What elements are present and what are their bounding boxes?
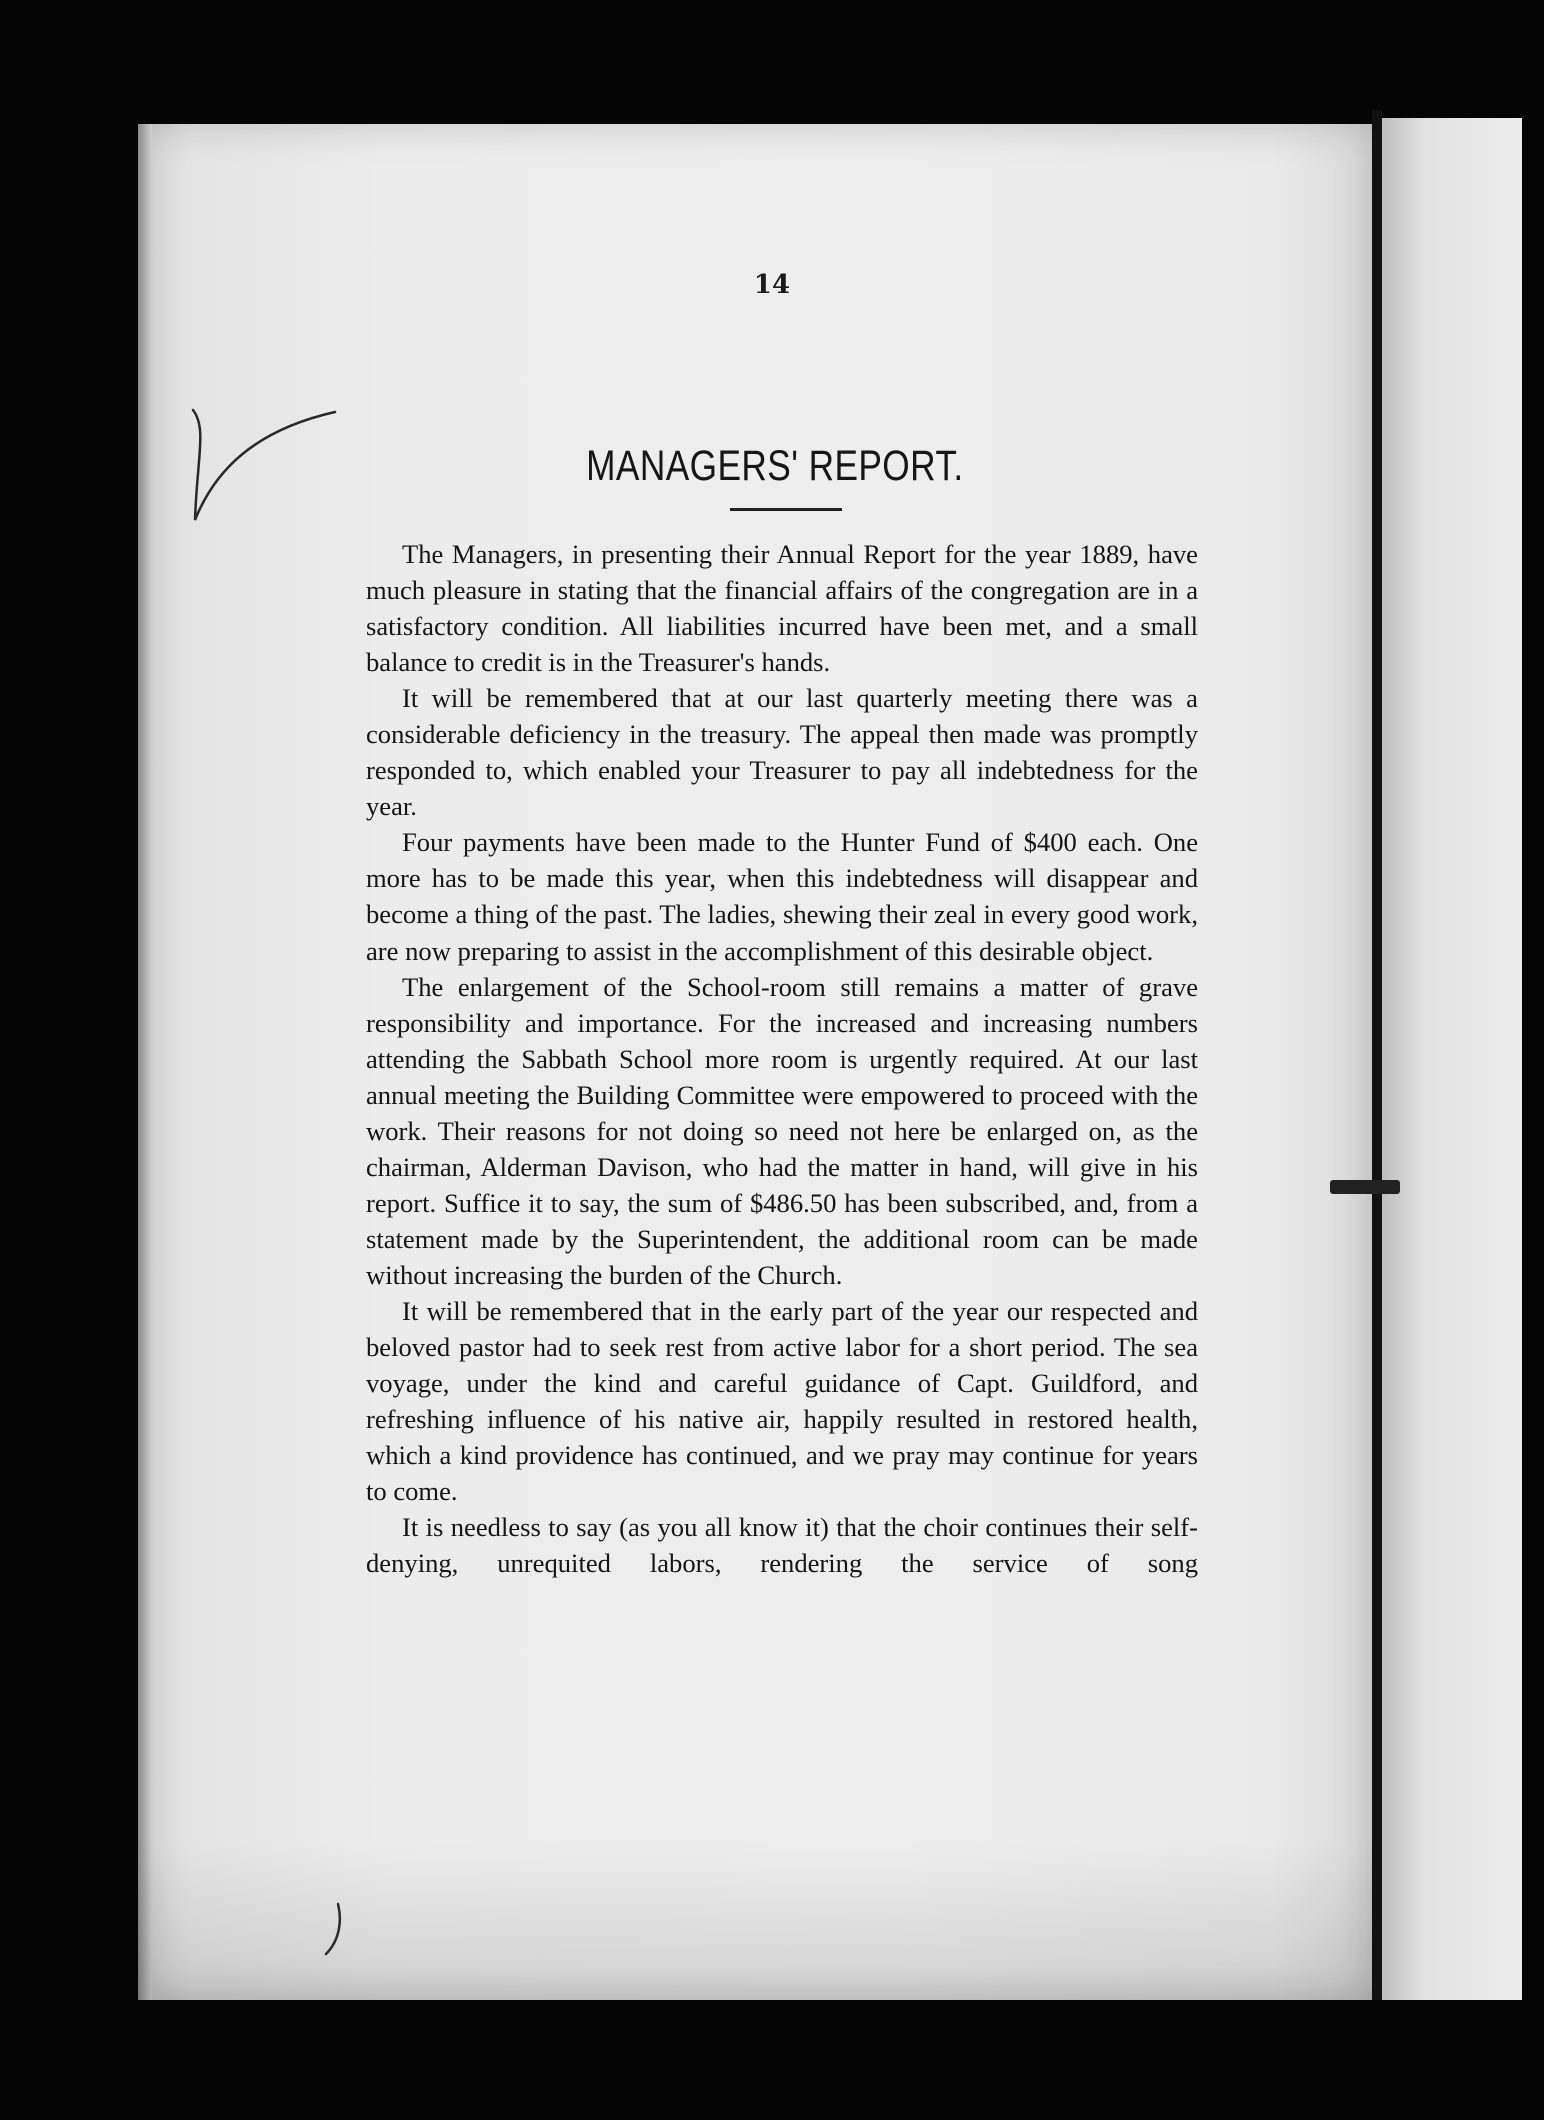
paragraph: It is needless to say (as you all know it) that the choir continues their self-denying, unrequited labors, rendering the service of song [366,1512,1198,1579]
paragraph: It will be remembered that at our last quarterly meeting there was a considerable deficiency in the treasury. The appeal then made was promptly responded to, which enabled your Treasurer to pay all indebtedness for the year. [366,683,1198,822]
paragraph: The Managers, in presenting their Annual Report for the year 1889, have much pleasure in stating that the financial affairs of the congregation are in a satisfactory condition. All liabilities incurred have been met, and a small balance to credit is in the Treasurer's hands. [366,539,1198,678]
title-divider [730,508,842,511]
page-number: 14 [753,270,791,300]
paragraph: Four payments have been made to the Hunter Fund of $400 each. One more has to be made this year, when this indebtedness will disappear and become a thing of the past. The ladies, shewing their zeal in every good work, are now preparing to assist in the accomplishment of this desirable object. [366,827,1198,966]
report-body [366,536,1198,1581]
binding-clip [1330,1180,1400,1194]
book-binding-edge [1372,110,1382,2000]
page-title: MANAGERS' REPORT. [586,442,964,490]
adjacent-page-edge [1382,118,1522,2000]
paragraph: The enlargement of the School-room still remains a matter of grave responsibility and importance. For the increased and increasing numbers attending the Sabbath School more room is urgently required. At our last annual meeting the Building Committee were empowered to proceed with the work. Their reasons for not doing so need not here be enlarged on, as the chairman, Alderman Davison, who had the matter in hand, will give in his report. Suffice it to say, the sum of $486.50 has been subscribed, and, from a statement made by the Superintendent, the additional room can be made without increasing the burden of the Church. [366,971,1198,1290]
page-shadow [138,1840,1372,2000]
paragraph: It will be remembered that in the early part of the year our respected and beloved pastor had to seek rest from active labor for a short period. The sea voyage, under the kind and careful guidance of Capt. Guildford, and refreshing influence of his native air, happily resulted in restored health, which a kind providence has continued, and we pray may continue for years to come. [366,1295,1198,1507]
